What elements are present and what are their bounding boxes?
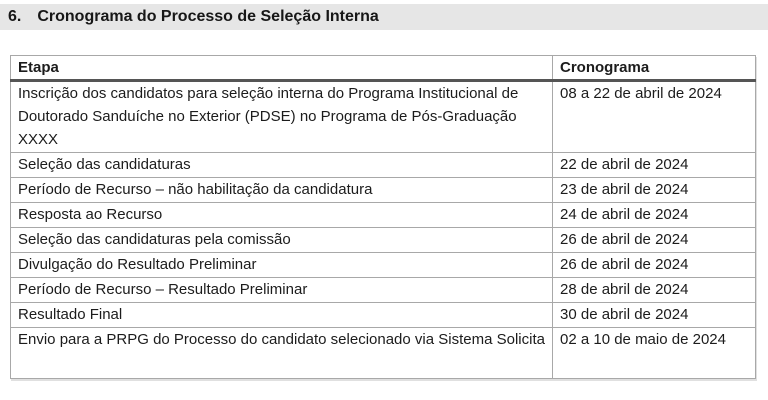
column-header-etapa: Etapa [11, 56, 553, 81]
etapa-cell: Divulgação do Resultado Preliminar [11, 253, 553, 278]
table-row [11, 253, 756, 278]
cronograma-cell: 22 de abril de 2024 [553, 153, 756, 178]
schedule-table-body [11, 81, 756, 379]
table-header-row [11, 56, 756, 81]
table-row [11, 203, 756, 228]
etapa-cell: Período de Recurso – não habilitação da candidatura [11, 178, 553, 203]
section-number: 6. [8, 8, 22, 25]
table-row [11, 228, 756, 253]
etapa-cell: Resultado Final [11, 303, 553, 328]
table-row [11, 278, 756, 303]
section-title: Cronograma do Processo de Seleção Interna [37, 8, 379, 25]
cronograma-cell: 24 de abril de 2024 [553, 203, 756, 228]
cronograma-cell: 02 a 10 de maio de 2024 [553, 328, 756, 379]
cronograma-cell: 23 de abril de 2024 [553, 178, 756, 203]
cronograma-cell: 30 de abril de 2024 [553, 303, 756, 328]
cronograma-cell: 08 a 22 de abril de 2024 [553, 81, 756, 153]
etapa-cell: Resposta ao Recurso [11, 203, 553, 228]
etapa-cell: Envio para a PRPG do Processo do candidato selecionado via Sistema Solicita [11, 328, 553, 379]
table-row [11, 328, 756, 379]
etapa-cell: Seleção das candidaturas pela comissão [11, 228, 553, 253]
cronograma-cell: 26 de abril de 2024 [553, 228, 756, 253]
table-row [11, 303, 756, 328]
table-row [11, 153, 756, 178]
table-row [11, 81, 756, 153]
cronograma-cell: 28 de abril de 2024 [553, 278, 756, 303]
etapa-cell: Inscrição dos candidatos para seleção interna do Programa Institucional de Doutorado Sanduíche no Exterior (PDSE) no Programa de Pós-Graduação XXXX [11, 81, 553, 153]
etapa-cell: Seleção das candidaturas [11, 153, 553, 178]
table-row [11, 178, 756, 203]
section-heading-bar [0, 4, 768, 30]
schedule-table [10, 55, 756, 379]
column-header-cronograma: Cronograma [553, 56, 756, 81]
etapa-cell: Período de Recurso – Resultado Preliminar [11, 278, 553, 303]
cronograma-cell: 26 de abril de 2024 [553, 253, 756, 278]
